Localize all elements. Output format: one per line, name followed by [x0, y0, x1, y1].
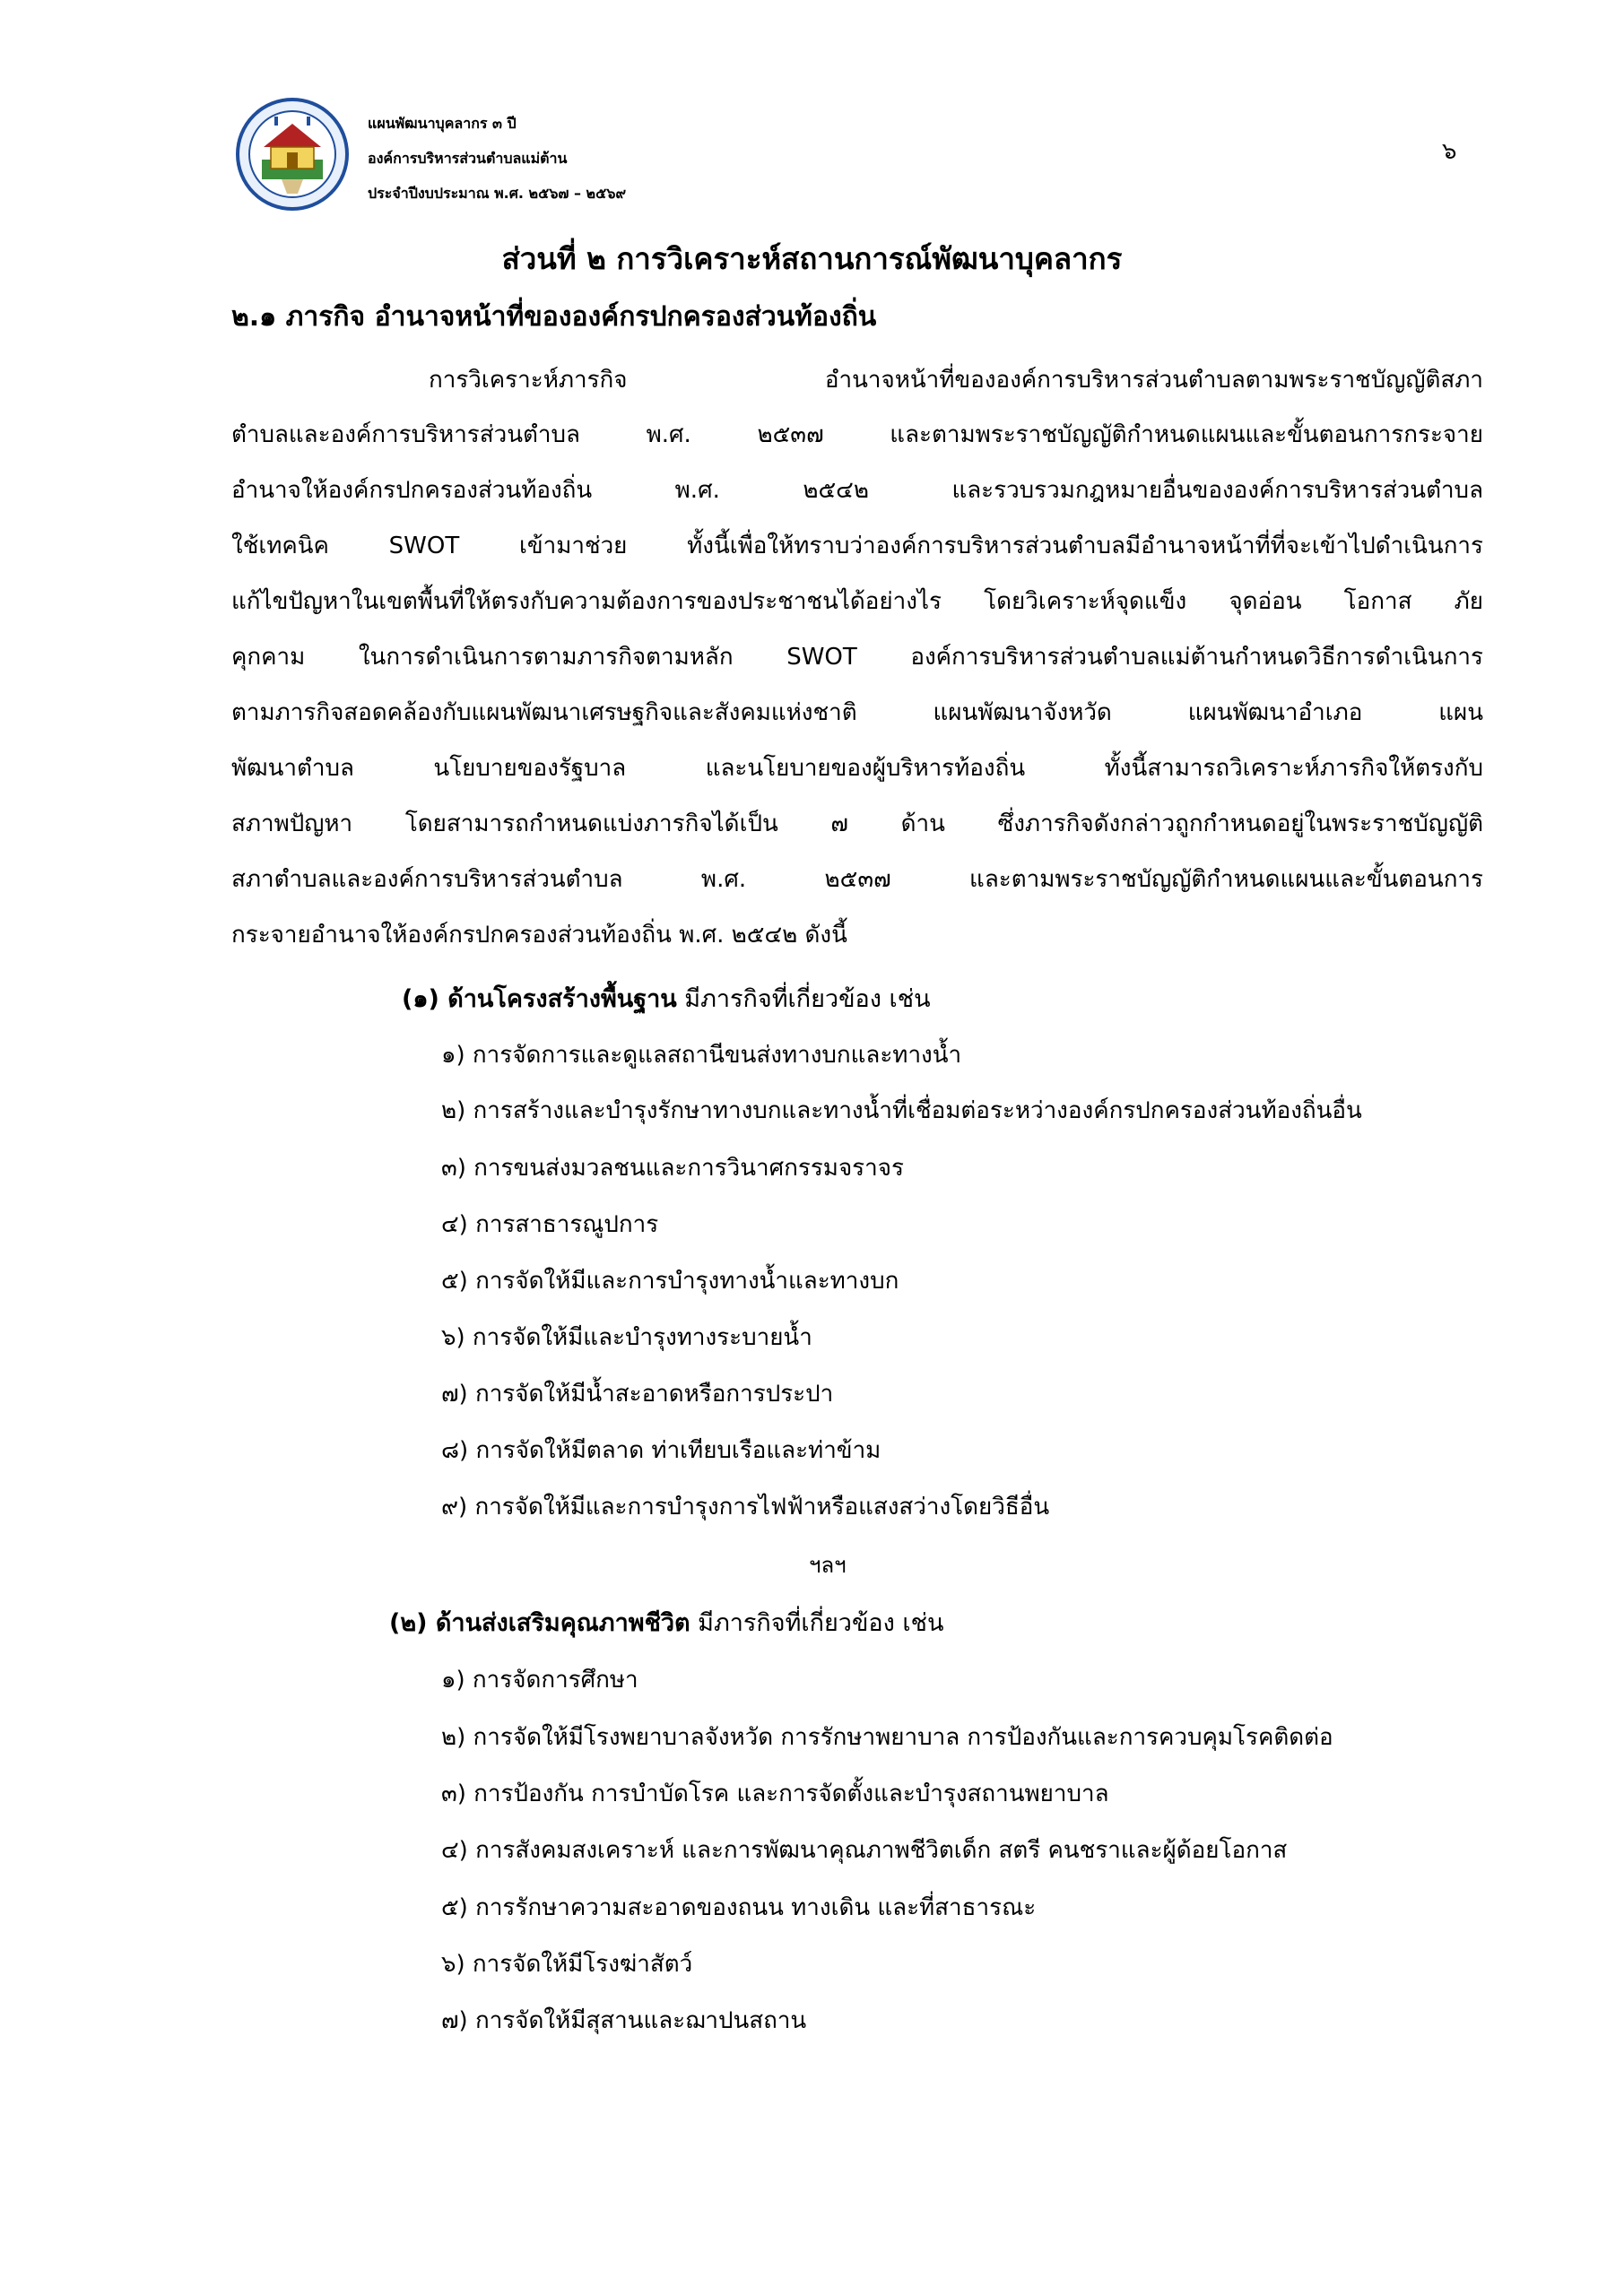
page-number: ๖ — [1442, 138, 1457, 165]
header-line-2: องค์การบริหารส่วนตำบลแม่ต้าน — [368, 150, 568, 167]
group-title: (๒) ด้านส่งเสริมคุณภาพชีวิต — [389, 1609, 690, 1637]
list-item: ๑) การจัดการและดูแลสถานีขนส่งทางบกและทางน้ำ — [441, 1042, 962, 1069]
list-item: ๕) การรักษาความสะอาดของถนน ทางเดิน และที่สาธารณะ — [441, 1894, 1037, 1921]
list-item: ๒) การจัดให้มีโรงพยาบาลจังหวัด การรักษาพยาบาล การป้องกันและการควบคุมโรคติดต่อ — [441, 1724, 1333, 1751]
list-item: ๗) การจัดให้มีสุสานและฌาปนสถาน — [441, 2007, 807, 2034]
group-heading-quality-of-life — [389, 1606, 943, 1642]
paragraph-line: คุกคาม ในการดำเนินการตามภารกิจตามหลัก SWOT องค์การบริหารส่วนตำบลแม่ต้านกำหนดวิธีการดำเนินการ — [231, 644, 1483, 671]
list-item: ๒) การสร้างและบำรุงรักษาทางบกและทางน้ำที่เชื่อมต่อระหว่างองค์กรปกครองส่วนท้องถิ่นอื่น — [441, 1097, 1362, 1124]
group-title: (๑) ด้านโครงสร้างพื้นฐาน — [402, 985, 677, 1013]
paragraph-line: อำนาจให้องค์กรปกครองส่วนท้องถิ่น พ.ศ. ๒๕๔๒ และรวบรวมกฎหมายอื่นขององค์การบริหารส่วนตำบล — [231, 477, 1483, 504]
paragraph-line: สภาพปัญหา โดยสามารถกำหนดแบ่งภารกิจได้เป็น ๗ ด้าน ซึ่งภารกิจดังกล่าวถูกกำหนดอยู่ในพระราชบัญญัติ — [231, 810, 1483, 837]
list-item: ๓) การป้องกัน การบำบัดโรค และการจัดตั้งและบำรุงสถานพยาบาล — [441, 1780, 1109, 1807]
paragraph-line: พัฒนาตำบล นโยบายของรัฐบาล และนโยบายของผู้บริหารท้องถิ่น ทั้งนี้สามารถวิเคราะห์ภารกิจให้ตรงกับ — [231, 755, 1483, 782]
list-item: ๖) การจัดให้มีและบำรุงทางระบายน้ำ — [441, 1324, 812, 1351]
list-item: ๔) การสังคมสงเคราะห์ และการพัฒนาคุณภาพชีวิตเด็ก สตรี คนชราและผู้ด้อยโอกาส — [441, 1837, 1288, 1864]
list-item: ๙) การจัดให้มีและการบำรุงการไฟฟ้าหรือแสงสว่างโดยวิธีอื่น — [441, 1494, 1050, 1521]
group-suffix: มีภารกิจที่เกี่ยวข้อง เช่น — [690, 1609, 944, 1637]
list-item: ๕) การจัดให้มีและการบำรุงทางน้ำและทางบก — [441, 1268, 899, 1295]
list-item: ๑) การจัดการศึกษา — [441, 1667, 638, 1694]
list-item: ๔) การสาธารณูปการ — [441, 1211, 659, 1238]
paragraph-line: กระจายอำนาจให้องค์กรปกครองส่วนท้องถิ่น พ.ศ. ๒๕๔๒ ดังนี้ — [231, 922, 847, 949]
etc-mark: ฯลฯ — [809, 1553, 847, 1578]
header-line-3: ประจำปีงบประมาณ พ.ศ. ๒๕๖๗ – ๒๕๖๙ — [368, 185, 627, 202]
group-heading-infrastructure — [402, 982, 931, 1018]
list-item: ๓) การขนส่งมวลชนและการวินาศกรรมจราจร — [441, 1155, 904, 1182]
paragraph-line: สภาตำบลและองค์การบริหารส่วนตำบล พ.ศ. ๒๕๓๗ และตามพระราชบัญญัติกำหนดแผนและขั้นตอนการ — [231, 866, 1483, 893]
paragraph-line: แก้ไขปัญหาในเขตพื้นที่ให้ตรงกับความต้องการของประชาชนได้อย่างไร โดยวิเคราะห์จุดแข็ง จุดอ่อน โอกาส ภัย — [231, 588, 1483, 615]
group-suffix: มีภารกิจที่เกี่ยวข้อง เช่น — [676, 985, 931, 1013]
paragraph-line: ตามภารกิจสอดคล้องกับแผนพัฒนาเศรษฐกิจและสังคมแห่งชาติ แผนพัฒนาจังหวัด แผนพัฒนาอำเภอ แผน — [231, 699, 1483, 726]
paragraph-line: ตำบลและองค์การบริหารส่วนตำบล พ.ศ. ๒๕๓๗ และตามพระราชบัญญัติกำหนดแผนและขั้นตอนการกระจาย — [231, 421, 1483, 448]
organization-seal-icon — [235, 97, 350, 212]
paragraph-line: ใช้เทคนิค SWOT เข้ามาช่วย ทั้งนี้เพื่อให้ทราบว่าองค์การบริหารส่วนตำบลมีอำนาจหน้าที่ที่จะเข้าไปดำเนินการ — [231, 533, 1483, 559]
part-title: ส่วนที่ ๒ การวิเคราะห์สถานการณ์พัฒนาบุคลากร — [501, 241, 1123, 276]
header-line-1: แผนพัฒนาบุคลากร ๓ ปี — [368, 115, 517, 132]
section-heading: ๒.๑ ภารกิจ อำนาจหน้าที่ขององค์กรปกครองส่วนท้องถิ่น — [231, 301, 877, 333]
list-item: ๘) การจัดให้มีตลาด ท่าเทียบเรือและท่าข้าม — [441, 1437, 881, 1464]
paragraph-line: การวิเคราะห์ภารกิจ อำนาจหน้าที่ขององค์การบริหารส่วนตำบลตามพระราชบัญญัติสภา — [429, 367, 1483, 394]
list-item: ๖) การจัดให้มีโรงฆ่าสัตว์ — [441, 1951, 693, 1978]
list-item: ๗) การจัดให้มีน้ำสะอาดหรือการประปา — [441, 1381, 834, 1408]
document-header — [368, 106, 626, 211]
